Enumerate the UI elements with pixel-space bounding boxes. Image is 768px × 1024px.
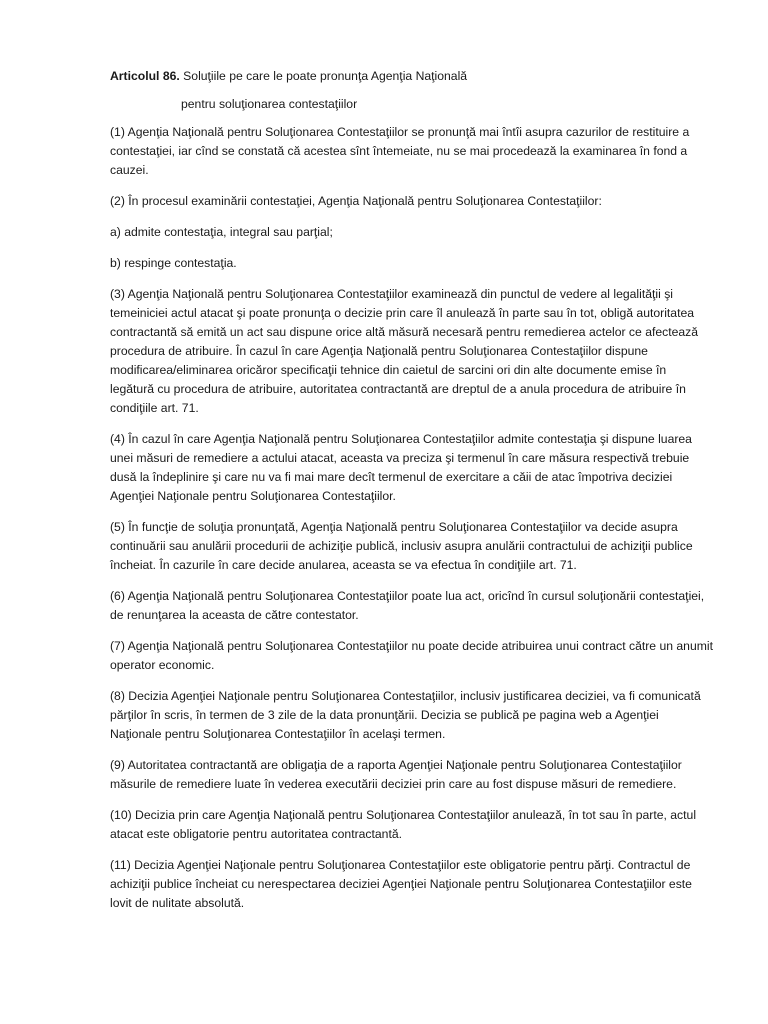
article-heading [110, 67, 713, 86]
paragraph-11: (11) Decizia Agenţiei Naţionale pentru Soluţionarea Contestaţiilor este obligatorie pentru părţi. Contractul de achiziţii publice încheiat cu nerespectarea deciziei Agenţiei Naţionale pentru Soluţionarea Contestaţiilor este lovit de nulitate absolută. [110, 858, 692, 910]
paragraph-6: (6) Agenţia Naţională pentru Soluţionarea Contestaţiilor poate lua act, oricînd în cursul soluţionării contestaţiei, de renunţarea la aceasta de către contestator. [110, 589, 705, 622]
paragraph-1: (1) Agenţia Naţională pentru Soluţionarea Contestaţiilor se pronunţă mai întîi asupra cazurilor de restituire a contestaţiei, iar cînd se constată că acestea sînt întemeiate, nu se mai procedează la examinarea în fond a cauzei. [110, 125, 690, 177]
paragraph-10: (10) Decizia prin care Agenţia Naţională pentru Soluţionarea Contestaţiilor anulează, în tot sau în parte, actul atacat este obligatorie pentru autoritatea contractantă. [110, 808, 697, 841]
paragraph-3: (3) Agenţia Naţională pentru Soluţionarea Contestaţiilor examinează din punctul de vedere al legalităţii şi temeiniciei actul atacat şi poate pronunţa o decizie prin care îl anulează în parte sau în tot, obligă autoritatea contractantă să emită un act sau dispune orice altă măsură necesară pentru remedierea actelor ce afectează procedura de atribuire. În cazul în care Agenţia Naţională pentru Soluţionarea Contestaţiilor dispune modificarea/eliminarea oricăror specificaţii tehnice din caietul de sarcini ori din alte documente emise în legătură cu procedura de atribuire, autoritatea contractantă are dreptul de a anula procedura de atribuire în condiţiile art. 71. [110, 287, 699, 415]
article-label: Articolul 86. [110, 69, 180, 83]
list-item-a: a) admite contestaţia, integral sau parţial; [110, 225, 333, 239]
document-body [110, 67, 713, 925]
paragraph-8: (8) Decizia Agenţiei Naţionale pentru Soluţionarea Contestaţiilor, inclusiv justificarea deciziei, va fi comunicată părţilor în scris, în termen de 3 zile de la data pronunţării. Decizia se publică pe pagina web a Agenţiei Naţionale pentru Soluţionarea Contestaţiilor în acelaşi termen. [110, 689, 701, 741]
article-subtitle: pentru soluţionarea contestaţiilor [181, 97, 358, 111]
paragraph-4: (4) În cazul în care Agenţia Naţională pentru Soluţionarea Contestaţiilor admite contestaţia şi dispune luarea unei măsuri de remediere a actului atacat, aceasta va preciza şi termenul în care măsura respectivă trebuie dusă la îndeplinire şi care nu va fi mai mare decît termenul de exercitare a căii de atac împotriva deciziei Agenţiei Naţionale pentru Soluţionarea Contestaţiilor. [110, 432, 692, 503]
paragraph-9: (9) Autoritatea contractantă are obligaţia de a raporta Agenţiei Naţionale pentru Soluţionarea Contestaţiilor măsurile de remediere luate în vederea executării deciziei prin care au fost dispuse măsuri de remediere. [110, 758, 682, 791]
paragraph-7: (7) Agenţia Naţională pentru Soluţionarea Contestaţiilor nu poate decide atribuirea unui contract către un anumit operator economic. [110, 639, 713, 672]
article-title: Soluţiile pe care le poate pronunţa Agenţia Naţională [183, 69, 468, 83]
list-item-b: b) respinge contestaţia. [110, 256, 237, 270]
paragraph-2: (2) În procesul examinării contestaţiei, Agenţia Naţională pentru Soluţionarea Contestaţiilor: [110, 194, 602, 208]
paragraph-5: (5) În funcţie de soluţia pronunţată, Agenţia Naţională pentru Soluţionarea Contestaţiilor va decide asupra continuării sau anulării procedurii de achiziţie publică, inclusiv asupra anulării contractului de achiziţii publice încheiat. În cazurile în care decide anularea, aceasta se va efectua în condiţiile art. 71. [110, 520, 693, 572]
